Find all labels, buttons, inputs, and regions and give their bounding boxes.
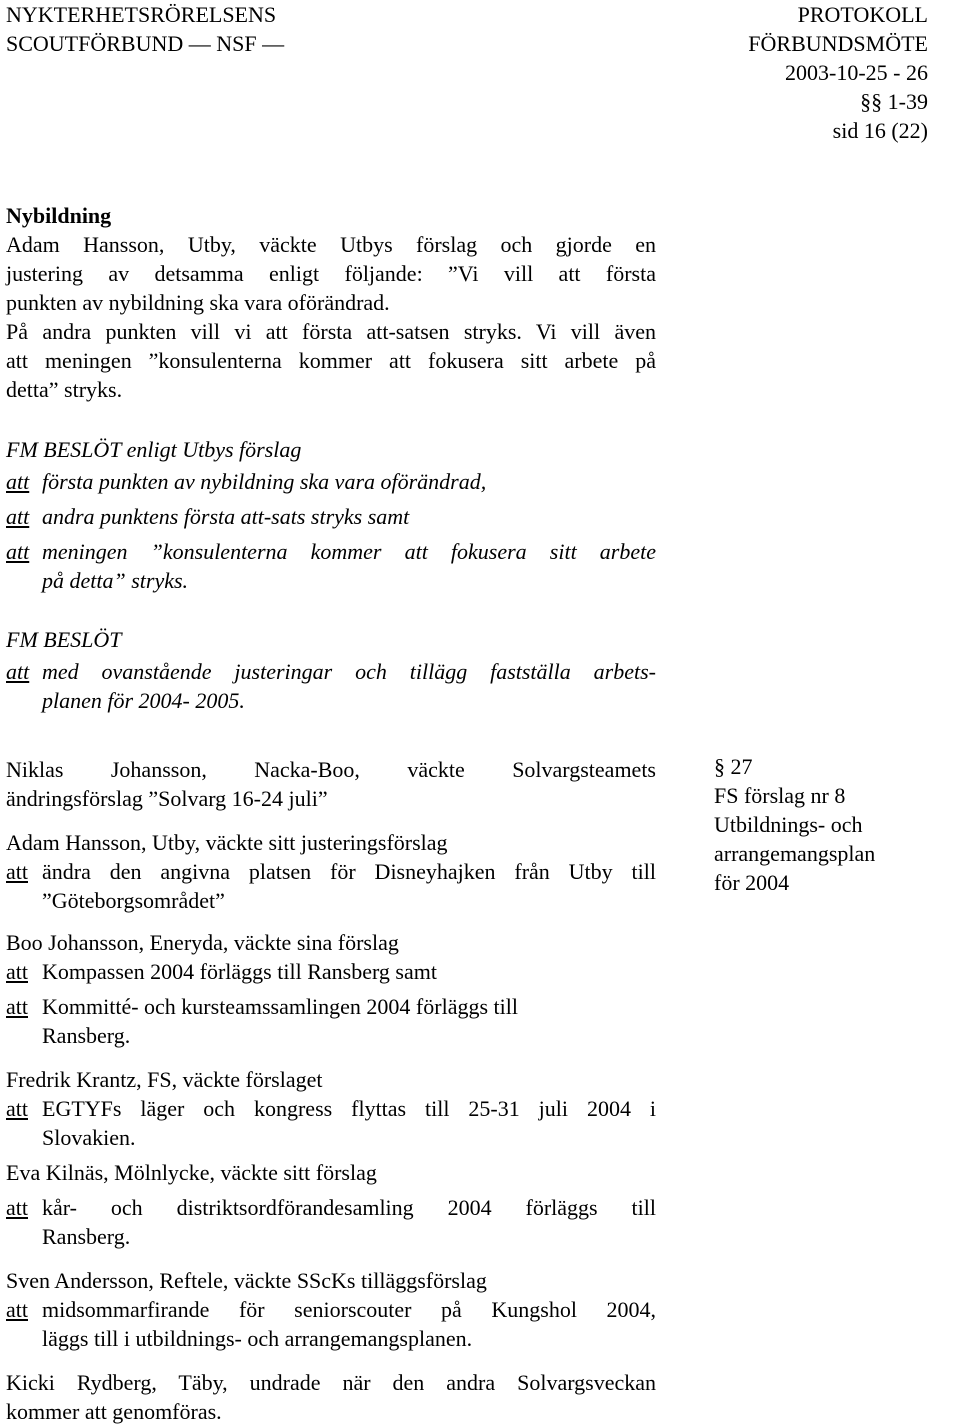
att-marker: att <box>6 994 28 1019</box>
att-marker: att <box>6 959 28 984</box>
proposal-intro: Sven Andersson, Reftele, väckte SScKs tilläggsförslag <box>6 1268 487 1293</box>
proposal-boo <box>6 928 656 1050</box>
proposal-line: kommer att genomföras. <box>6 1399 222 1424</box>
nybildning-section <box>6 201 656 404</box>
paragraph-line: Adam Hansson, Utby, väckte Utbys förslag och gjorde en <box>6 232 656 257</box>
proposal-niklas <box>6 755 656 813</box>
proposal-kicki <box>6 1368 656 1426</box>
margin-note-line: Utbildnings- och <box>714 812 863 837</box>
proposal-line: Niklas Johansson, Nacka-Boo, väckte Solvargsteamets <box>6 757 656 782</box>
page-header-left <box>6 0 284 58</box>
decision-item-line: med ovanstående justeringar och tillägg fastställa arbets- <box>42 659 656 684</box>
decision-intro: FM BESLÖT <box>6 627 122 652</box>
paragraph-line: detta” stryks. <box>6 377 123 402</box>
decision-item-text: första punkten av nybildning ska vara oförändrad, <box>42 469 487 494</box>
att-marker: att <box>6 469 30 494</box>
proposal-item-line: ändra den angivna platsen för Disneyhajken från Utby till <box>42 859 656 884</box>
proposal-intro: Adam Hansson, Utby, väckte sitt justeringsförslag <box>6 830 448 855</box>
proposal-item <box>6 1094 656 1152</box>
proposal-item-text <box>42 1193 656 1251</box>
section-heading: Nybildning <box>6 203 112 228</box>
proposal-item-line: Kommitté- och kursteamssamlingen 2004 förläggs till <box>42 994 518 1019</box>
section-range: §§ 1-39 <box>860 89 928 114</box>
decision-1 <box>6 435 656 595</box>
decision-item-text <box>42 537 656 595</box>
proposal-item-line: läggs till i utbildnings- och arrangemangsplanen. <box>42 1326 473 1351</box>
page-header-right <box>748 0 928 145</box>
proposal-item-line: Slovakien. <box>42 1125 136 1150</box>
proposal-item-text <box>42 857 656 915</box>
meeting-dates: 2003-10-25 - 26 <box>785 60 928 85</box>
decision-item-text <box>42 657 656 715</box>
paragraph-line: punkten av nybildning ska vara oförändrad. <box>6 290 390 315</box>
decision-2 <box>6 625 656 715</box>
proposal-item-line: ”Göteborgsområdet” <box>42 888 225 913</box>
proposal-item <box>6 957 656 986</box>
decision-item <box>6 502 656 531</box>
proposal-line: Kicki Rydberg, Täby, undrade när den andra Solvargsveckan <box>6 1370 656 1395</box>
proposal-item <box>6 1295 656 1353</box>
proposal-line: ändringsförslag ”Solvarg 16-24 juli” <box>6 786 328 811</box>
section-number: § 27 <box>714 754 753 779</box>
proposal-intro: Eva Kilnäs, Mölnlycke, väckte sitt förslag <box>6 1160 377 1185</box>
proposal-item <box>6 857 656 915</box>
proposal-item <box>6 1193 656 1251</box>
att-marker: att <box>6 539 30 564</box>
decision-item <box>6 657 656 715</box>
att-marker: att <box>6 1195 28 1220</box>
att-marker: att <box>6 859 28 884</box>
meeting-name: FÖRBUNDSMÖTE <box>748 31 928 56</box>
proposal-adam <box>6 828 656 915</box>
margin-note <box>714 752 944 897</box>
page-number: sid 16 (22) <box>832 118 928 143</box>
att-marker: att <box>6 1297 28 1322</box>
doc-type: PROTOKOLL <box>797 2 928 27</box>
proposal-item-line: kår- och distriktsordförandesamling 2004 förläggs till <box>42 1195 656 1220</box>
decision-intro: FM BESLÖT enligt Utbys förslag <box>6 437 302 462</box>
proposal-item-text: Kompassen 2004 förläggs till Ransberg samt <box>42 959 437 984</box>
org-name-line2: SCOUTFÖRBUND — NSF — <box>6 31 285 56</box>
proposal-item-line: Ransberg. <box>42 1023 131 1048</box>
proposal-item-text <box>42 1094 656 1152</box>
proposal-sven <box>6 1266 656 1353</box>
paragraph-line: att meningen ”konsulenterna kommer att fokusera sitt arbete på <box>6 348 656 373</box>
proposal-item-text <box>42 992 656 1050</box>
proposal-intro: Boo Johansson, Eneryda, väckte sina förslag <box>6 930 399 955</box>
paragraph-line: På andra punkten vill vi att första att-satsen stryks. Vi vill även <box>6 319 656 344</box>
att-marker: att <box>6 659 30 684</box>
decision-item-line: meningen ”konsulenterna kommer att fokusera sitt arbete <box>42 539 656 564</box>
proposal-item-line: midsommarfirande för seniorscouter på Kungshol 2004, <box>42 1297 656 1322</box>
proposal-item-line: EGTYFs läger och kongress flyttas till 25-31 juli 2004 i <box>42 1096 656 1121</box>
decision-item-text: andra punktens första att-sats stryks samt <box>42 504 410 529</box>
org-name-line1: NYKTERHETSRÖRELSENS <box>6 2 277 27</box>
proposal-item <box>6 992 656 1050</box>
decision-item <box>6 537 656 595</box>
att-marker: att <box>6 504 30 529</box>
paragraph-line: justering av detsamma enligt följande: ”Vi vill att första <box>6 261 656 286</box>
margin-note-line: FS förslag nr 8 <box>714 783 846 808</box>
decision-item <box>6 467 656 496</box>
decision-item-line: planen för 2004- 2005. <box>42 688 245 713</box>
att-marker: att <box>6 1096 28 1121</box>
proposal-item-text <box>42 1295 656 1353</box>
decision-item-line: på detta” stryks. <box>42 568 189 593</box>
proposal-item-line: Ransberg. <box>42 1224 131 1249</box>
margin-note-line: för 2004 <box>714 870 790 895</box>
proposal-eva <box>6 1158 656 1251</box>
margin-note-line: arrangemangsplan <box>714 841 876 866</box>
proposal-intro: Fredrik Krantz, FS, väckte förslaget <box>6 1067 323 1092</box>
proposal-fredrik <box>6 1065 656 1152</box>
